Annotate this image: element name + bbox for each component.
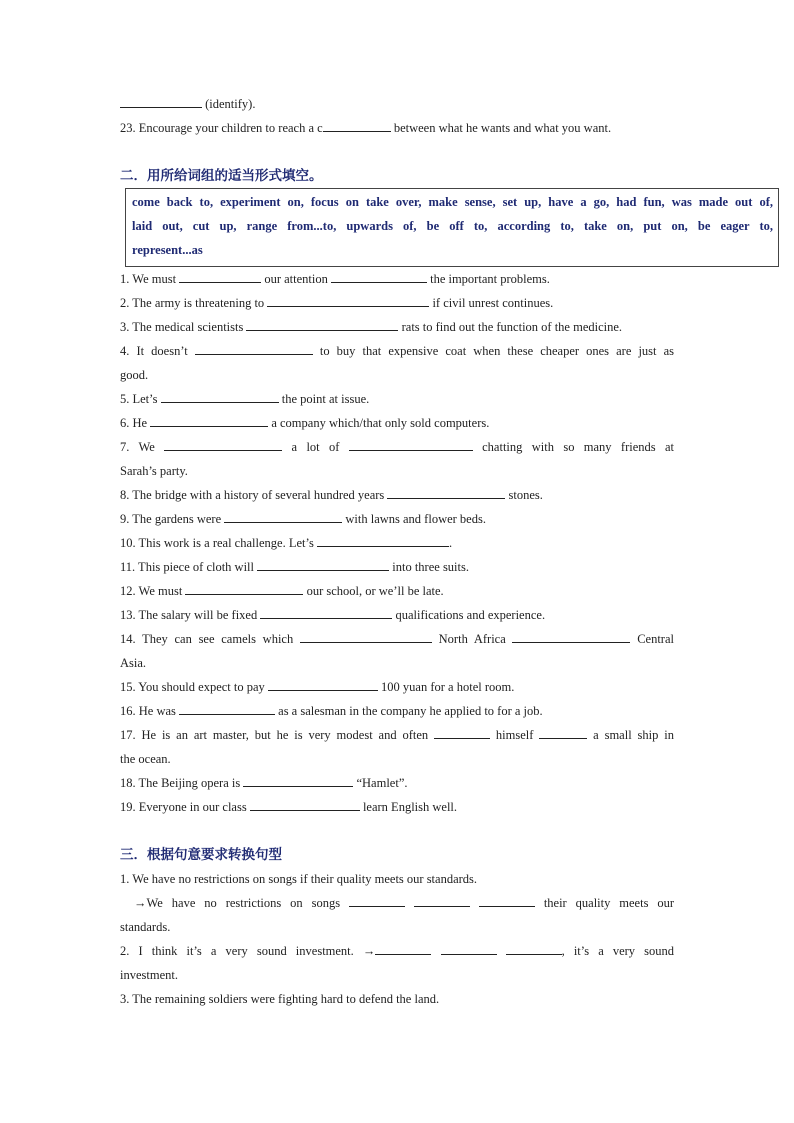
question-7	[120, 435, 674, 459]
question-13	[120, 603, 674, 627]
question-22-tail	[120, 92, 674, 116]
answer-blank[interactable]	[150, 411, 268, 427]
answer-blank[interactable]	[267, 291, 429, 307]
question-16	[120, 699, 674, 723]
transform-3: 3. The remaining soldiers were fighting hard to defend the land.	[120, 992, 440, 1006]
answer-blank[interactable]	[246, 315, 398, 331]
answer-blank[interactable]	[257, 555, 389, 571]
answer-blank[interactable]	[224, 507, 342, 523]
phrase-line: represent...as	[132, 243, 203, 257]
question-text: rats to find out the function of the medicine.	[398, 320, 623, 334]
question-text: a company which/that only sold computers.	[268, 416, 490, 430]
question-11	[120, 555, 674, 579]
question-text: 3. The medical scientists	[120, 320, 247, 334]
question-6	[120, 411, 674, 435]
transform-1: 1. We have no restrictions on songs if their quality meets our standards.	[120, 872, 478, 886]
question-text: 12. We must	[120, 584, 186, 598]
answer-blank[interactable]	[506, 939, 562, 955]
question-text: 19. Everyone in our class	[120, 800, 250, 814]
question-text: 16. He was	[120, 704, 180, 718]
phrase-line: laid out, cut up, range from...to, upwards of, be off to, according to, take on, put on, be eager to,	[132, 219, 773, 233]
question-text: 13. The salary will be fixed	[120, 608, 261, 622]
answer-blank[interactable]	[387, 483, 505, 499]
question-text: 1. We must	[120, 272, 180, 286]
question-7-cont: Sarah’s party.	[120, 464, 188, 478]
question-8	[120, 483, 674, 507]
question-text: North Africa	[431, 632, 513, 646]
section-2-heading: 二．用所给词组的适当形式填空。	[120, 168, 323, 184]
question-text: our attention	[261, 272, 331, 286]
question-19	[120, 795, 674, 819]
question-text: 7. We	[120, 440, 165, 454]
question-10	[120, 531, 674, 555]
question-text: 2. I think it’s a very sound investment. →	[120, 944, 376, 958]
question-text: 5. Let’s	[120, 392, 161, 406]
question-text: stones.	[505, 488, 543, 502]
answer-blank[interactable]	[317, 531, 449, 547]
question-text: the important problems.	[426, 272, 550, 286]
question-text: 4. It doesn’t	[120, 344, 195, 358]
question-text: himself	[490, 728, 540, 742]
question-text: the point at issue.	[278, 392, 370, 406]
answer-blank[interactable]	[375, 939, 431, 955]
question-text: between what he wants and what you want.	[390, 121, 612, 135]
question-text: qualifications and experience.	[392, 608, 546, 622]
answer-blank[interactable]	[300, 627, 432, 643]
answer-blank[interactable]	[179, 267, 261, 283]
answer-blank[interactable]	[250, 795, 360, 811]
question-text: (identify).	[202, 97, 256, 111]
answer-blank[interactable]	[539, 723, 587, 739]
question-text: as a salesman in the company he applied to for a job.	[275, 704, 543, 718]
question-text: 8. The bridge with a history of several hundred years	[120, 488, 388, 502]
question-text: 100 yuan for a hotel room.	[377, 680, 515, 694]
worksheet-page	[120, 92, 773, 1011]
answer-blank[interactable]	[161, 387, 279, 403]
answer-blank[interactable]	[441, 939, 497, 955]
question-text: their quality meets our	[534, 896, 675, 910]
answer-blank[interactable]	[120, 92, 202, 108]
question-text: learn English well.	[359, 800, 458, 814]
transform-1-cont: standards.	[120, 920, 171, 934]
question-text: into three suits.	[389, 560, 469, 574]
question-text: Central	[630, 632, 674, 646]
question-17	[120, 723, 674, 747]
question-14-cont: Asia.	[120, 656, 147, 670]
question-3	[120, 315, 674, 339]
answer-blank[interactable]	[331, 267, 427, 283]
question-text: 10. This work is a real challenge. Let’s	[120, 536, 317, 550]
question-12	[120, 579, 674, 603]
question-text: 11. This piece of cloth will	[120, 560, 258, 574]
question-text: 18. The Beijing opera is	[120, 776, 244, 790]
question-text: 15. You should expect to pay	[120, 680, 268, 694]
answer-blank[interactable]	[479, 891, 535, 907]
question-text: 23. Encourage your children to reach a c	[120, 121, 323, 135]
question-text: a small ship in	[587, 728, 674, 742]
question-17-cont: the ocean.	[120, 752, 171, 766]
question-text: to buy that expensive coat when these cheaper ones are just as	[312, 344, 674, 358]
answer-blank[interactable]	[512, 627, 630, 643]
question-text: our school, or we’ll be late.	[303, 584, 444, 598]
transform-2	[120, 939, 674, 963]
answer-blank[interactable]	[268, 675, 378, 691]
question-text: 14. They can see camels which	[120, 632, 300, 646]
question-23	[120, 116, 674, 140]
answer-blank[interactable]	[323, 116, 391, 132]
question-text: chatting with so many friends at	[472, 440, 674, 454]
answer-blank[interactable]	[349, 435, 473, 451]
question-15	[120, 675, 674, 699]
transform-1-answer	[120, 891, 674, 915]
answer-blank[interactable]	[179, 699, 275, 715]
answer-blank[interactable]	[260, 603, 392, 619]
phrase-box	[125, 188, 779, 267]
question-text: 2. The army is threatening to	[120, 296, 268, 310]
question-18	[120, 771, 674, 795]
answer-blank[interactable]	[185, 579, 303, 595]
question-text: 9. The gardens were	[120, 512, 225, 526]
question-text: →We have no restrictions on songs	[134, 896, 350, 910]
question-text: if civil unrest continues.	[429, 296, 554, 310]
question-5	[120, 387, 674, 411]
answer-blank[interactable]	[195, 339, 313, 355]
question-text: a lot of	[282, 440, 349, 454]
question-2	[120, 291, 674, 315]
section-3-heading: 三．根据句意要求转换句型	[120, 847, 282, 863]
question-text: 17. He is an art master, but he is very modest and often	[120, 728, 435, 742]
question-1	[120, 267, 674, 291]
question-text: with lawns and flower beds.	[342, 512, 486, 526]
transform-2-cont: investment.	[120, 968, 178, 982]
phrase-line: come back to, experiment on, focus on take over, make sense, set up, have a go, had fun, was made out of,	[132, 195, 773, 209]
question-text: “Hamlet”.	[353, 776, 408, 790]
question-text: , it’s a very sound	[561, 944, 675, 958]
question-4-cont: good.	[120, 368, 149, 382]
answer-blank[interactable]	[414, 891, 470, 907]
question-text: .	[448, 536, 453, 550]
question-9	[120, 507, 674, 531]
answer-blank[interactable]	[164, 435, 282, 451]
question-14	[120, 627, 674, 651]
answer-blank[interactable]	[434, 723, 490, 739]
answer-blank[interactable]	[243, 771, 353, 787]
question-text: 6. He	[120, 416, 151, 430]
answer-blank[interactable]	[349, 891, 405, 907]
question-4	[120, 339, 674, 363]
